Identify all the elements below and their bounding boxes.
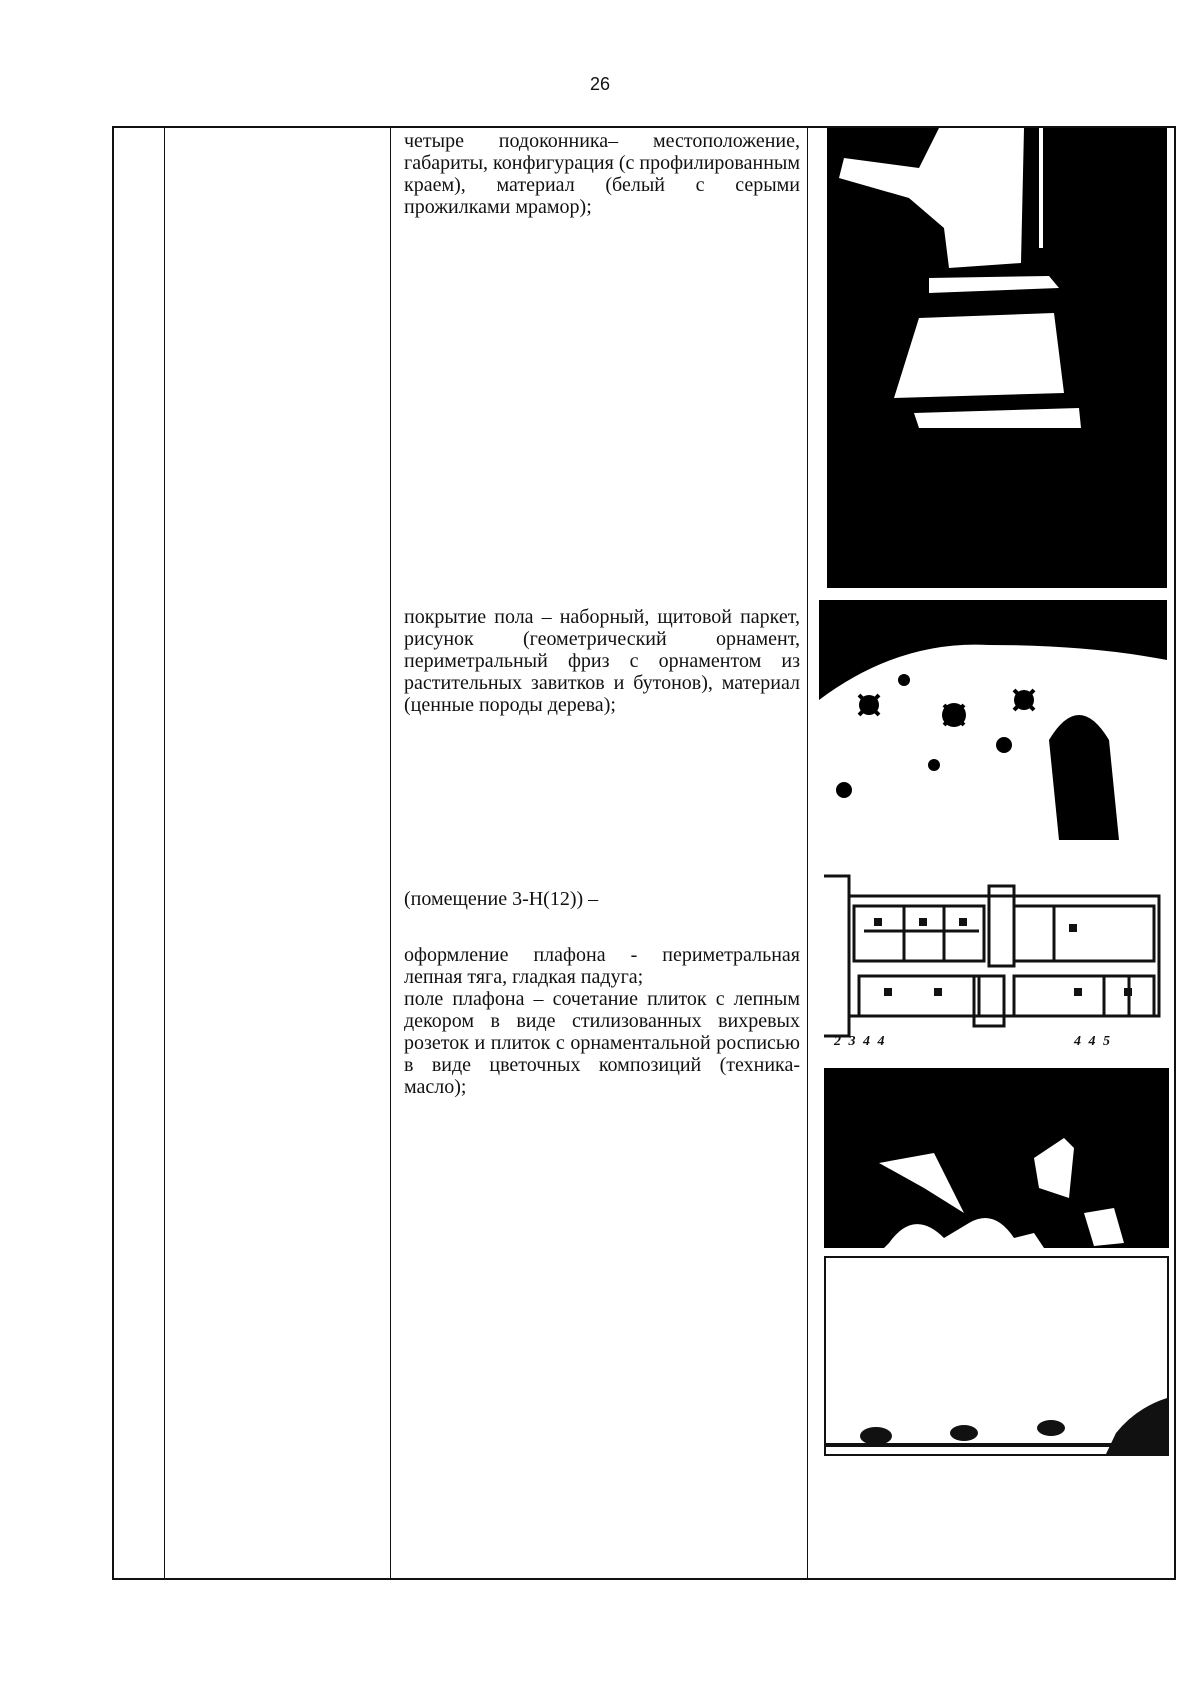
column-divider-2 <box>390 128 391 1578</box>
window-sill-text: четыре подоконника– местоположение, габариты, конфигурация (с профилированным краем), материал (белый с серыми прожилками мрамор); <box>404 130 800 218</box>
row-2-description <box>404 606 800 716</box>
column-divider-3 <box>807 128 808 1578</box>
plan-label-left: 2 3 4 4 <box>834 1034 887 1049</box>
heritage-table <box>112 126 1176 1580</box>
window-sill-photo <box>819 128 1167 588</box>
floor-plan <box>824 856 1169 1056</box>
parquet-floor-photo <box>819 600 1167 840</box>
column-divider-1 <box>164 128 165 1578</box>
room-heading: (помещение 3-Н(12)) – <box>404 888 599 910</box>
page-number: 26 <box>589 74 611 94</box>
plafond-field-text: поле плафона – сочетание плиток с лепным декором в виде стилизованных вихревых розеток и плиток с орнаментальной росписью в виде цветочных композиций (техника-масло); <box>404 988 800 1098</box>
row-3-description <box>404 888 800 1098</box>
plafond-design-text: оформление плафона - периметральная лепная тяга, гладкая падуга; <box>404 944 800 988</box>
plan-label-right: 4 4 5 <box>1074 1034 1112 1049</box>
ceiling-photo <box>824 1068 1169 1248</box>
floor-covering-text: покрытие пола – наборный, щитовой паркет, рисунок (геометрический орнамент, периметральный фриз с орнаментом из растительных завитков и бутонов), материал (ценные породы дерева); <box>404 606 800 716</box>
row-1-description <box>404 130 800 218</box>
ceiling-field-photo <box>824 1256 1169 1456</box>
